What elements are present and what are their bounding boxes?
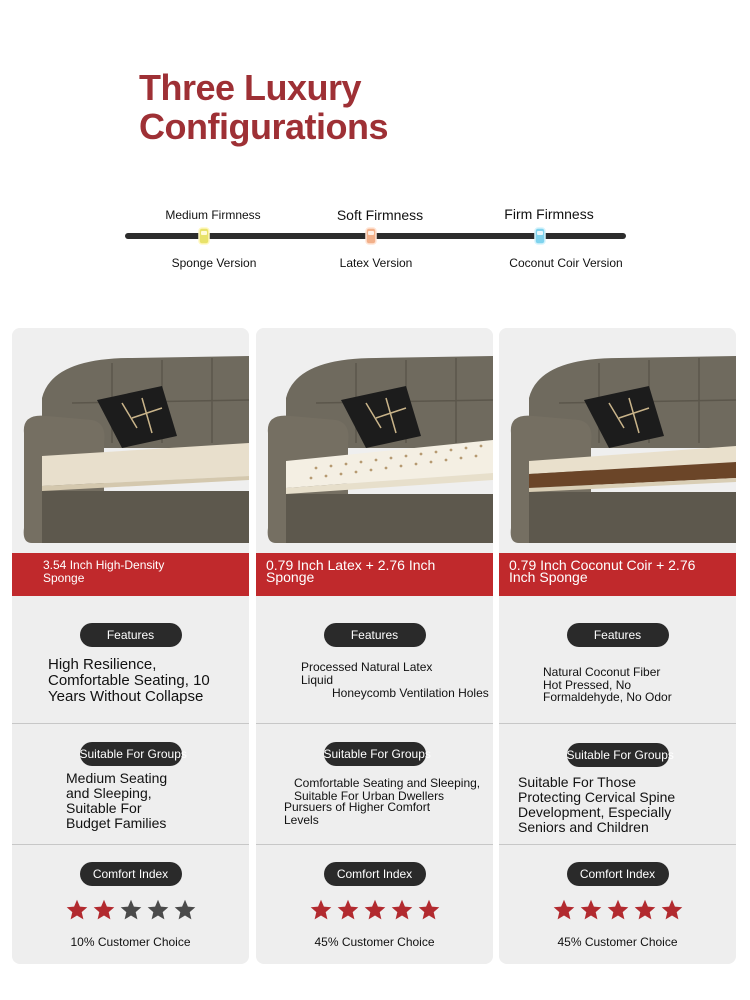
features-pill: Features [324, 623, 426, 647]
features-text-1: Processed Natural Latex Liquid [301, 660, 433, 687]
star-filled-icon [417, 898, 441, 922]
comfort-pill: Comfort Index [324, 862, 426, 886]
star-empty-icon [119, 898, 143, 922]
sponge-marker-icon [197, 227, 211, 245]
groups-text-2: Pursuers of Higher Comfort Levels [284, 800, 431, 827]
firmness-label-firm: Firm Firmness [504, 206, 594, 222]
latex-marker-icon [364, 227, 378, 245]
sofa-image-sponge [12, 328, 249, 553]
firmness-label-medium: Medium Firmness [165, 208, 261, 222]
spec-text: 0.79 Inch Coconut Coir + 2.76 Inch Sponge [509, 557, 696, 585]
features-text-2: Honeycomb Ventilation Holes [332, 686, 489, 700]
firmness-label-soft: Soft Firmness [336, 207, 424, 223]
comfort-rating [12, 898, 249, 922]
spec-banner-sponge [12, 553, 249, 596]
product-card-coir [499, 328, 736, 964]
spec-banner-latex [256, 553, 493, 596]
sofa-image-coir [499, 328, 736, 553]
star-filled-icon [390, 898, 414, 922]
features-pill: Features [80, 623, 182, 647]
star-empty-icon [146, 898, 170, 922]
divider [499, 723, 736, 724]
features-text: High Resilience, Comfortable Seating, 10 Years Without Collapse [48, 656, 210, 705]
product-card-sponge [12, 328, 249, 964]
star-filled-icon [309, 898, 333, 922]
star-filled-icon [660, 898, 684, 922]
features-text: Natural Coconut Fiber Hot Pressed, No Formaldehyde, No Odor [543, 665, 672, 704]
features-pill: Features [567, 623, 669, 647]
divider [12, 723, 249, 724]
groups-text-1: Comfortable Seating and Sleeping, Suitable For Urban Dwellers [294, 776, 481, 803]
spec-text: 0.79 Inch Latex + 2.76 Inch Sponge [266, 557, 436, 585]
star-filled-icon [65, 898, 89, 922]
divider [499, 844, 736, 845]
coir-marker-icon [533, 227, 547, 245]
divider [12, 844, 249, 845]
star-filled-icon [633, 898, 657, 922]
star-filled-icon [606, 898, 630, 922]
comfort-pill: Comfort Index [80, 862, 182, 886]
firmness-version-latex: Latex Version [339, 256, 413, 270]
firmness-version-coir: Coconut Coir Version [509, 256, 623, 270]
star-filled-icon [92, 898, 116, 922]
customer-choice: 45% Customer Choice [314, 935, 435, 949]
title-line-2: Configurations [139, 106, 388, 147]
spec-banner-coir [499, 553, 736, 596]
divider [256, 723, 493, 724]
groups-text: Medium Seating and Sleeping, Suitable For Budget Families [66, 770, 168, 831]
title-line-1: Three Luxury [139, 67, 362, 108]
star-filled-icon [336, 898, 360, 922]
star-filled-icon [552, 898, 576, 922]
groups-pill: Suitable For Groups [567, 743, 669, 767]
comfort-rating [256, 898, 493, 922]
star-filled-icon [579, 898, 603, 922]
groups-pill: Suitable For Groups [324, 742, 426, 766]
comfort-pill: Comfort Index [567, 862, 669, 886]
star-filled-icon [363, 898, 387, 922]
firmness-version-sponge: Sponge Version [171, 256, 257, 270]
spec-text: 3.54 Inch High-Density Sponge [43, 558, 165, 585]
page-title [139, 68, 388, 146]
groups-pill: Suitable For Groups [80, 742, 182, 766]
customer-choice: 10% Customer Choice [70, 935, 191, 949]
customer-choice: 45% Customer Choice [557, 935, 678, 949]
star-empty-icon [173, 898, 197, 922]
comfort-rating [499, 898, 736, 922]
sofa-image-latex [256, 328, 493, 553]
groups-text: Suitable For Those Protecting Cervical Spine Development, Especially Seniors and Children [518, 774, 676, 835]
product-card-latex [256, 328, 493, 964]
divider [256, 844, 493, 845]
